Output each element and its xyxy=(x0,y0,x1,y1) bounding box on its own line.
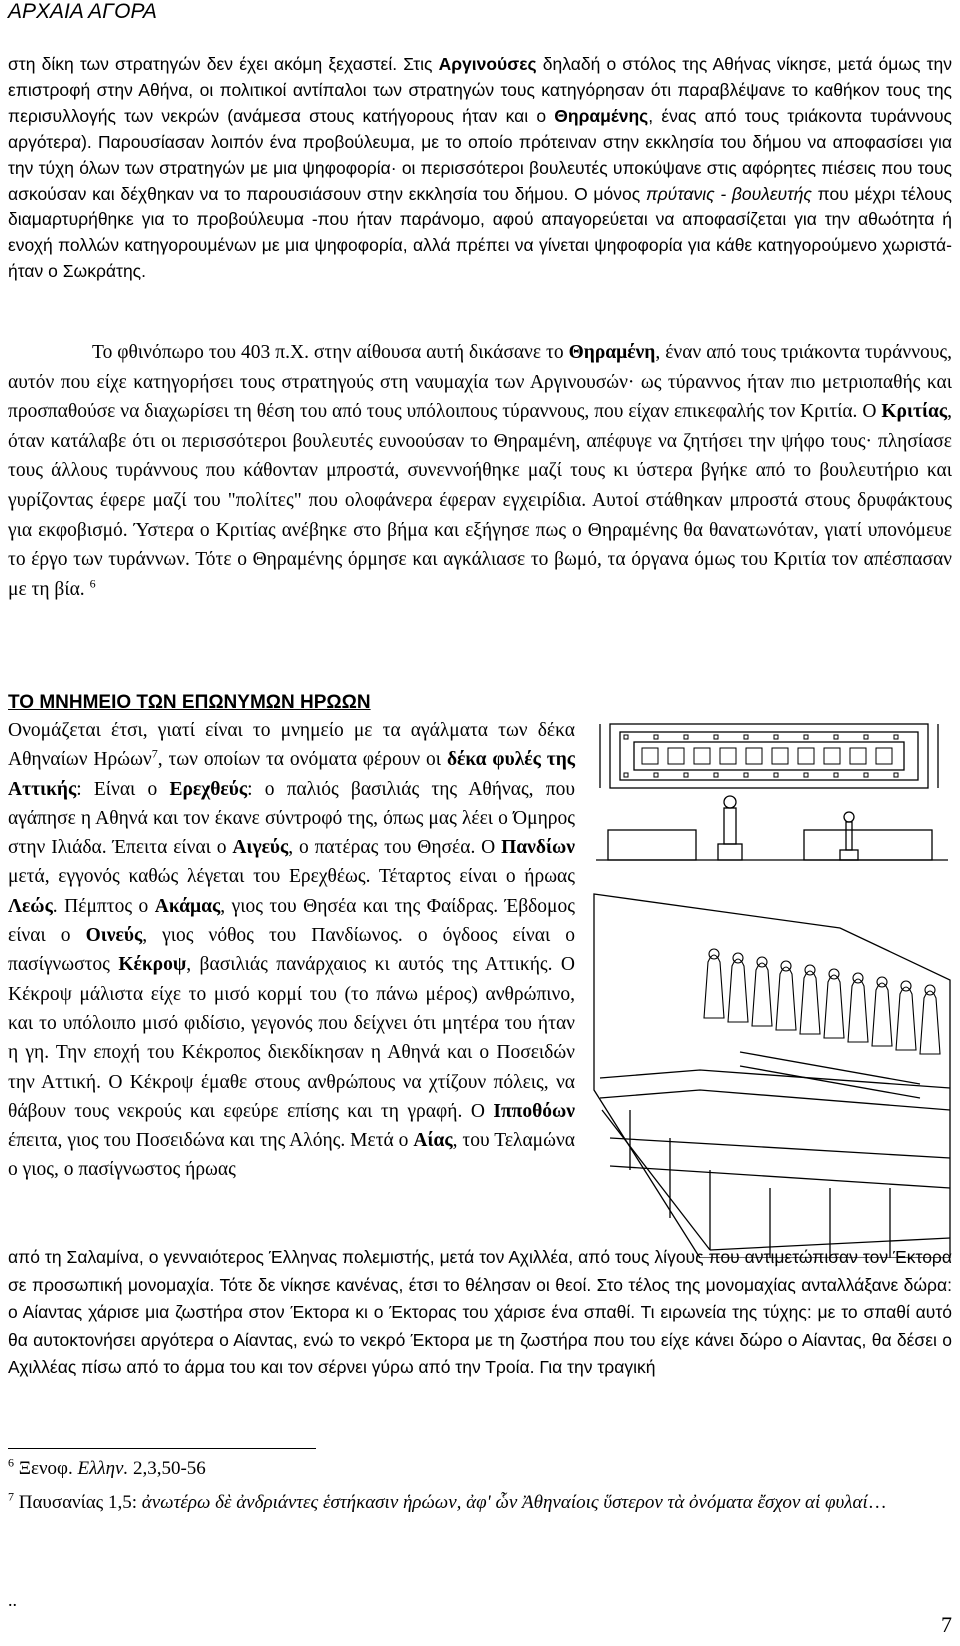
monument-perspective-drawing xyxy=(594,894,950,1258)
paragraph-ajax: από τη Σαλαμίνα, ο γενναιότερος Έλληνας πολεμιστής, μετά τον Αχιλλέα, από τους λίγους που αντιμετώπισαν τον Έκτορα σε προσωπική μονομαχία. Τότε δε νίκησε κανένας, έτσι το θέλησαν οι θεοί. Στο τέλος της μονομαχίας ανταλλάξανε δώρα: ο Αίαντας χάρισε μια ζωστήρα στον Έκτορα κι ο Έκτορας του χάρισε ένα σπαθί. Τι ειρωνεία της τύχης: με το σπαθί αυτό θα αυτοκτονήσει αργότερα ο Αίαντας, ενώ το νεκρό Έκτορα με τη ζωστήρα που του είχε κάνει δώρο ο Αίαντας, θα δέσει ο Αχιλλέας πίσω από το άρμα του και τον σέρνει γύρω από την Τροία. Για την τραγική xyxy=(8,1247,952,1377)
trailing-dots: .. xyxy=(8,1590,17,1610)
page-number: 7 xyxy=(941,1612,952,1637)
plan-statue-bases xyxy=(642,748,892,764)
section-heading: ΤΟ ΜΝΗΜΕΙΟ ΤΩΝ ΕΠΩΝΥΜΩΝ ΗΡΩΩΝ xyxy=(8,692,371,713)
footnote-ref-6[interactable]: 6 xyxy=(89,576,96,591)
footnote-7: $^7$ Παυσανίας 1,5: ἀνωτέρω δὲ ἀνδριάντες ἑστήκασιν ἡρώων, ἀφ' ὧν Ἀθηναίοις ὕστερον τὰ ὀνόματα ἔσχον αἱ φυλαί… xyxy=(8,1489,887,1513)
paragraph-trial-of-generals: στη δίκη των στρατηγών δεν έχει ακόμη ξεχαστεί. Στις Αργινούσες δηλαδή ο στόλος της Αθήνας νίκησε, μετά όμως την επιστροφή στην Αθήνα, οι πολιτικοί αντίπαλοι των στρατηγών τους κατηγόρησαν ότι παραβλέψανε το καθήκον τους της περισυλλογής των νεκρών (ανάμεσα στους κατήγορους ήταν και ο Θηραμένης, ένας από τους τριάκοντα τυράννους αργότερα). Παρουσίασαν λοιπόν ένα προβούλευμα, με το οποίο πρότειναν στην εκκλησία του δήμου να αποφασίσει για την τύχη όλων των στρατηγών με μια ψηφοφορία· οι περισσότεροι βουλευτές υποκύψανε στις αφόρητες πιέσεις που τους ασκούσαν και δέχθηκαν να το παρουσιάσουν στην εκκλησία του δήμου. Ο μόνος πρύτανις - βουλευτής που μέχρι τέλους διαμαρτυρήθηκε για το προβούλευμα -που ήταν παράνομο, αφού απαγορεύεται να αποφασίζεται για την αθωότητα ή ενοχή πολλών κατηγορουμένων με μια ψηφοφορία, αλλά πρέπει να γίνεται ψηφοφορία για κάθε κατηγορούμενο χωριστά- ήταν ο Σωκράτης. xyxy=(8,54,952,282)
footnote-separator xyxy=(8,1448,316,1449)
footnote-6: $^6$ Ξενοφ. Ελλην. 2,3,50-56 xyxy=(8,1455,206,1479)
monument-illustration xyxy=(590,718,954,1258)
monument-plan-drawing xyxy=(600,724,938,788)
hero-statues xyxy=(704,949,940,1054)
running-header: ΑΡΧΑΙΑ ΑΓΟΡΑ xyxy=(8,0,157,23)
paragraph-theramenes-trial: Το φθινόπωρο του 403 π.Χ. στην αίθουσα αυτή δικάσανε το Θηραμένη, έναν από τους τριάκοντα τυράννους, αυτόν που είχε κατηγορήσει τους στρατηγούς στη ναυμαχία των Αργινουσών· ως τύραννος ήταν πιο μετριοπαθής και προσπαθούσε να διαχωρίσει τη θέση του από τους υπόλοιπους τύραννους, που είχαν επικεφαλής τον Κριτία. Ο Κριτίας, όταν κατάλαβε ότι οι περισσότεροι βουλευτές ευνοούσαν το Θηραμένη, απέφυγε να ζητήσει την ψήφο τους· πλησίασε τους άλλους τυράννους που κάθονταν μπροστά, συνεννοήθηκε μαζί τους κι ύστερα βγήκε από το βουλευτήριο και γυρίζοντας έφερε μαζί του "πολίτες" που ολοφάνερα έφεραν εγχειρίδια. Αυτοί στάθηκαν μπροστά στους δρυφάκτους για εκφοβισμό. Ύστερα ο Κριτίας ανέβηκε στο βήμα και εξήγησε πως ο Θηραμένης θα θανατωνόταν, γιατί υπονόμευε το έργο των τυράννων. Τότε ο Θηραμένης όρμησε και αγκάλιασε το βωμό, τα όργανα όμως του Κριτία τον απέσπασαν με τη βία. $^6$ xyxy=(8,342,953,600)
footnote-ref-7[interactable]: 7 xyxy=(151,746,158,761)
plan-posts xyxy=(624,735,898,777)
section-eponymous-heroes: Ονομάζεται έτσι, γιατί είναι το μνημείο με τα αγάλματα των δέκα Αθηναίων Ηρώων$^7$, των οποίων τα ονόματα φέρουν οι δέκα φυλές της Αττικής: Είναι ο Ερεχθεύς: ο παλιός βασιλιάς της Αθήνας, που αγάπησε η Αθηνά και τον έκανε σύντροφό της, όπως μας λέει ο Όμηρος στην Ιλιάδα. Έπειτα είναι ο Αιγεύς, ο πατέρας του Θησέα. Ο Πανδίων μετά, εγγονός καθώς λέγεται του Ερεχθέως. Τέταρτος είναι ο ήρωας Λεώς. Πέμπτος ο Ακάμας, γιος του Θησέα και της Φαίδρας. Έβδομος είναι ο Οινεύς, γιος νόθος του Πανδίωνος. ο όγδοος είναι ο πασίγνωστος Κέκροψ, βασιλιάς πανάρχαιος κι αυτός της Αττικής. Ο Κέκροψ μάλιστα είχε το μισό κορμί του (το πάνω μέρος) ανθρώπινο, και το υπόλοιπο μισό φιδίσιο, γεγονός που δείχνει ότι μητέρα του ήταν η γη. Την εποχή του Κέκροπος διεκδίκησαν η Αθηνά και ο Ποσειδών την Αττική. Ο Κέκροψ έμαθε στους ανθρώπους να χτίζουν πόλεις, να θάβουν τους νεκρούς και εφεύρε επίσης και τη γραφή. Ο Ιπποθόων έπειτα, γιος του Ποσειδώνα και της Αλόης. Μετά ο Αίας, του Τελαμώνα ο γιος, ο πασίγνωστος ήρωας xyxy=(8,720,575,1181)
monument-elevation-drawing xyxy=(596,796,948,860)
